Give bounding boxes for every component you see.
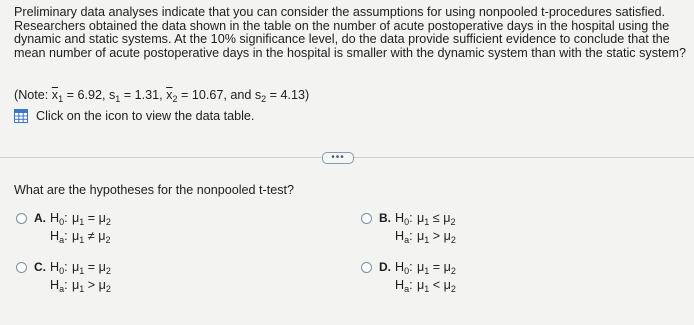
option-c-letter: C. (34, 260, 46, 274)
option-b-radio[interactable] (361, 213, 372, 224)
x2-symbol: $\overline{x}$ (166, 88, 173, 102)
note-prefix: (Note: (14, 88, 52, 102)
x1-value: = 6.92, (63, 88, 109, 102)
option-c-hypotheses (50, 259, 111, 293)
option-c-null: $H_0$: $\mu_1 = \mu_2$ (50, 260, 111, 276)
data-table-link-text[interactable]: Click on the icon to view the data table. (36, 109, 255, 123)
summary-statistics-note (14, 88, 309, 103)
s2-value: = 4.13) (266, 88, 310, 102)
question-text: What are the hypotheses for the nonpooled t-test? (14, 183, 295, 197)
table-icon[interactable] (14, 109, 28, 123)
option-a[interactable] (16, 210, 111, 244)
option-b-alternative: $H_a$: $\mu_1 > \mu_2$ (395, 229, 456, 245)
option-c[interactable] (16, 259, 111, 293)
option-b-letter: B. (379, 211, 391, 225)
view-data-table-link[interactable] (14, 107, 254, 125)
x1-subscript: 1 (58, 94, 64, 104)
x2-value: = 10.67, and (177, 88, 255, 102)
option-b[interactable] (361, 210, 456, 244)
option-b-hypotheses (395, 210, 456, 244)
option-d-hypotheses (395, 259, 456, 293)
s1-subscript: 1 (115, 94, 121, 104)
option-d-null: $H_0$: $\mu_1 = \mu_2$ (395, 260, 456, 276)
problem-statement: Preliminary data analyses indicate that you can consider the assumptions for using nonpooled t-procedures satisfied. Researchers obtained the data shown in the table on the number of acute postoperative days in the hospital using the dynamic and static systems. At the 10% significance level, do the data provide sufficient evidence to conclude that the mean number of acute postoperative days in the hospital is smaller with the dynamic system than with the static system? (14, 5, 686, 60)
x1-symbol: $\overline{x}$ (51, 88, 59, 102)
option-a-radio[interactable] (16, 213, 27, 224)
option-d[interactable] (361, 259, 456, 293)
option-a-letter: A. (34, 211, 46, 225)
option-a-alternative: $H_a$: $\mu_1 \ne \mu_2$ (50, 229, 111, 245)
option-a-null: $H_0$: $\mu_1 = \mu_2$ (50, 211, 111, 227)
x2-subscript: 2 (172, 94, 178, 104)
s2-symbol: s (254, 88, 262, 102)
option-c-radio[interactable] (16, 262, 27, 273)
option-d-alternative: $H_a$: $\mu_1 < \mu_2$ (395, 278, 456, 294)
s2-subscript: 2 (261, 94, 267, 104)
option-b-null: $H_0$: $\mu_1 \le \mu_2$ (395, 211, 456, 227)
option-d-letter: D. (379, 260, 391, 274)
option-d-radio[interactable] (361, 262, 372, 273)
option-a-hypotheses (50, 210, 111, 244)
option-c-alternative: $H_a$: $\mu_1 > \mu_2$ (50, 278, 111, 294)
expand-more-button[interactable]: ••• (322, 152, 354, 164)
s1-value: = 1.31, (120, 88, 167, 102)
s1-symbol: s (108, 88, 116, 102)
